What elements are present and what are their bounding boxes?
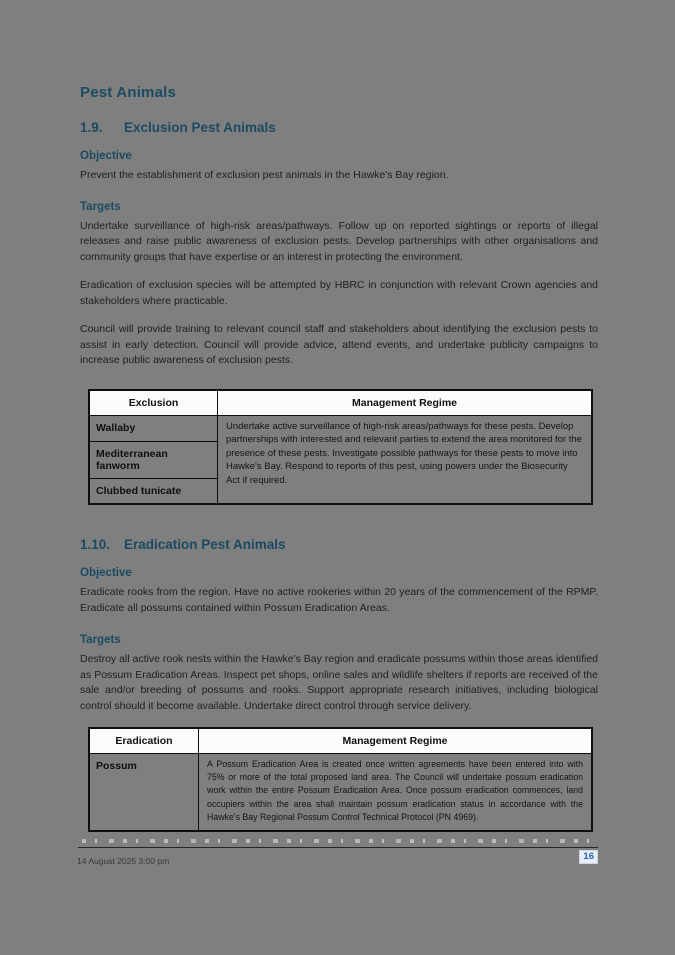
column-header-management-regime: Management Regime	[218, 390, 593, 416]
section-1-9-heading	[80, 120, 598, 135]
section-number: 1.10.	[80, 537, 111, 552]
table-row	[89, 415, 592, 441]
column-header-eradication: Eradication	[89, 728, 199, 754]
section-title: Eradication Pest Animals	[124, 537, 286, 552]
species-cell: Possum	[89, 754, 199, 832]
objective-text: Eradicate rooks from the region. Have no active rookeries within 20 years of the commencement of the RPMP. Eradicate all possums contained within Possum Eradication Areas.	[80, 586, 598, 614]
column-header-exclusion: Exclusion	[89, 390, 218, 416]
targets-label: Targets	[80, 200, 121, 213]
species-cell: Wallaby	[89, 415, 218, 441]
objective-label: Objective	[80, 567, 132, 579]
table-row	[89, 754, 592, 832]
table-header-row	[89, 390, 592, 416]
section-1-10-heading	[80, 537, 598, 552]
footer-datetime: 14 August 2025 3:00 pm	[77, 856, 170, 867]
section-number: 1.9.	[80, 120, 103, 135]
management-regime-cell: A Possum Eradication Area is created once written agreements have been entered into with 75% or more of the total proposed land area. The Council will undertake possum eradication work within the entire Possum Eradication Area. Once possum eradication commences, land occupiers within the area shall maintain possum eradication status in accordance with the Hawke's Bay Regional Possum Control Technical Protocol (PN 4969).	[199, 754, 593, 832]
targets-paragraph: Eradication of exclusion species will be attempted by HBRC in conjunction with relevant Crown agencies and stakeholders where practicable.	[80, 279, 598, 307]
species-cell: Mediterranean fanworm	[89, 441, 218, 478]
document-page	[77, 0, 598, 884]
column-header-management-regime: Management Regime	[199, 728, 593, 754]
targets-paragraph: Undertake surveillance of high-risk areas/pathways. Follow up on reported sightings or reports of illegal releases and raise public awareness of exclusion pests. Develop partnerships with other organisations and community groups that have expertise or an interest in protecting the environment.	[80, 219, 598, 263]
page-footer	[77, 848, 598, 884]
targets-label: Targets	[80, 634, 121, 646]
page-title: Pest Animals	[80, 84, 177, 101]
management-regime-cell: Undertake active surveillance of high-risk areas/pathways for these pests. Develop partnerships with interested and relevant parties to extend the area monitored for the presence of these pests. Investigate possible pathways for these pests to move into Hawke's Bay. Respond to reports of this pest, using powers under the Biosecurity Act if required.	[218, 415, 593, 504]
eradication-table	[88, 727, 593, 832]
page-number-badge: 16	[579, 850, 598, 864]
clipped-text-line	[82, 839, 594, 843]
objective-label: Objective	[80, 150, 132, 162]
targets-paragraph: Council will provide training to relevant council staff and stakeholders about identifying the exclusion pests to assist in early detection. Council will provide advice, attend events, and undertake publicity campaigns to increase public awareness of exclusion pests.	[80, 323, 598, 366]
section-title: Exclusion Pest Animals	[124, 120, 276, 135]
table-header-row	[89, 728, 592, 754]
species-cell: Clubbed tunicate	[89, 478, 218, 504]
targets-paragraph: Destroy all active rook nests within the Hawke's Bay region and eradicate possums within those areas identified as Possum Eradication Areas. Inspect pet shops, online sales and wildlife shelters if reports are received of the sale and/or breeding of possums and rooks. Support appropriate research initiatives, including biological control should it become available. Undertake direct control through service delivery.	[80, 653, 598, 712]
exclusion-table	[88, 389, 593, 506]
objective-text: Prevent the establishment of exclusion pest animals in the Hawke's Bay region.	[80, 169, 449, 181]
